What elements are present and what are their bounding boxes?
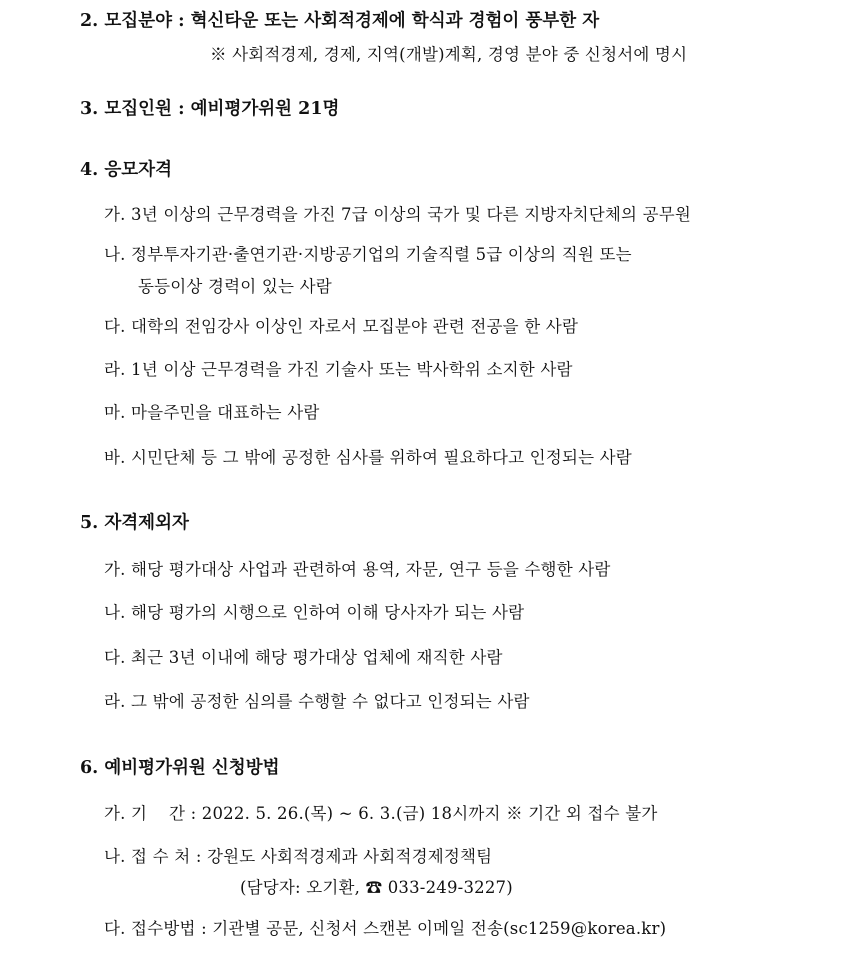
section-2-sep: : xyxy=(178,11,185,31)
section-2-note: ※ 사회적경제, 경제, 지역(개발)계획, 경영 분야 중 신청서에 명시 xyxy=(210,45,688,64)
list-item xyxy=(104,690,530,714)
list-text: 2022. 5. 26.(목) ~ 6. 3.(금) 18시까지 ※ 기간 외 접수 불가 xyxy=(201,804,658,823)
contact-line: (담당자: 오기환, ☎ 033-249-3227) xyxy=(240,878,513,897)
list-item xyxy=(104,315,578,339)
section-5-number: 5. xyxy=(80,513,99,533)
list-item xyxy=(104,917,666,941)
list-text: 3년 이상의 근무경력을 가진 7급 이상의 국가 및 다른 지방자치단체의 공무원 xyxy=(131,205,692,224)
list-marker: 나. xyxy=(104,603,126,622)
list-item xyxy=(104,802,658,826)
list-text: 기관별 공문, 신청서 스캔본 이메일 전송(sc1259@korea.kr) xyxy=(212,919,667,938)
list-sep: : xyxy=(190,804,197,823)
list-text: 그 밖에 공정한 심의를 수행할 수 없다고 인정되는 사람 xyxy=(131,692,530,711)
list-marker: 나. xyxy=(104,847,126,866)
list-label: 접수방법 xyxy=(131,919,196,938)
section-2-title: 모집분야 xyxy=(104,11,172,31)
section-3-heading xyxy=(80,97,339,121)
section-3-content: 예비평가위원 21명 xyxy=(190,99,340,119)
list-marker: 가. xyxy=(104,205,126,224)
section-4-title: 응모자격 xyxy=(104,160,172,180)
list-text: 대학의 전임강사 이상인 자로서 모집분야 관련 전공을 한 사람 xyxy=(131,317,579,336)
list-text: 최근 3년 이내에 해당 평가대상 업체에 재직한 사람 xyxy=(131,648,503,667)
section-2-content: 혁신타운 또는 사회적경제에 학식과 경험이 풍부한 자 xyxy=(190,11,600,31)
list-item xyxy=(104,646,503,670)
list-marker: 바. xyxy=(104,448,126,467)
section-2-heading xyxy=(80,9,599,33)
section-5-heading xyxy=(80,511,189,535)
list-sep: : xyxy=(195,847,202,866)
section-6-heading xyxy=(80,756,280,780)
list-item xyxy=(104,601,524,625)
list-label: 기 간 xyxy=(131,804,186,823)
list-item xyxy=(104,558,611,582)
list-text: 1년 이상 근무경력을 가진 기술사 또는 박사학위 소지한 사람 xyxy=(131,360,573,379)
section-3-title: 모집인원 xyxy=(104,99,172,119)
list-marker: 나. xyxy=(104,245,126,264)
list-sep: : xyxy=(201,919,207,938)
list-text: 해당 평가의 시행으로 인하여 이해 당사자가 되는 사람 xyxy=(131,603,525,622)
list-marker: 다. xyxy=(104,919,126,938)
list-text: 강원도 사회적경제과 사회적경제정책팀 xyxy=(207,847,493,866)
list-text: 정부투자기관·출연기관·지방공기업의 기술직렬 5급 이상의 직원 또는 xyxy=(131,245,632,264)
section-4-number: 4. xyxy=(80,160,99,180)
list-item-continuation: 동등이상 경력이 있는 사람 xyxy=(138,277,332,296)
list-text: 마을주민을 대표하는 사람 xyxy=(131,403,320,422)
section-6-number: 6. xyxy=(80,758,99,778)
list-item xyxy=(104,203,691,227)
list-text: 해당 평가대상 사업과 관련하여 용역, 자문, 연구 등을 수행한 사람 xyxy=(131,560,611,579)
list-marker: 다. xyxy=(104,648,126,667)
list-marker: 가. xyxy=(104,804,126,823)
section-2-number: 2. xyxy=(80,11,99,31)
list-item xyxy=(104,401,319,425)
list-marker: 라. xyxy=(104,360,126,379)
list-item xyxy=(104,358,573,382)
list-marker: 다. xyxy=(104,317,126,336)
section-6-title: 예비평가위원 신청방법 xyxy=(104,758,280,778)
list-label: 접 수 처 xyxy=(131,847,191,866)
list-item xyxy=(104,845,492,869)
list-text: 시민단체 등 그 밖에 공정한 심사를 위하여 필요하다고 인정되는 사람 xyxy=(131,448,632,467)
section-5-title: 자격제외자 xyxy=(104,513,189,533)
list-marker: 가. xyxy=(104,560,126,579)
section-4-heading xyxy=(80,158,172,182)
list-item xyxy=(104,446,632,470)
list-marker: 마. xyxy=(104,403,126,422)
section-3-sep: : xyxy=(178,99,185,119)
list-item xyxy=(104,243,632,267)
list-marker: 라. xyxy=(104,692,126,711)
section-3-number: 3. xyxy=(80,99,99,119)
